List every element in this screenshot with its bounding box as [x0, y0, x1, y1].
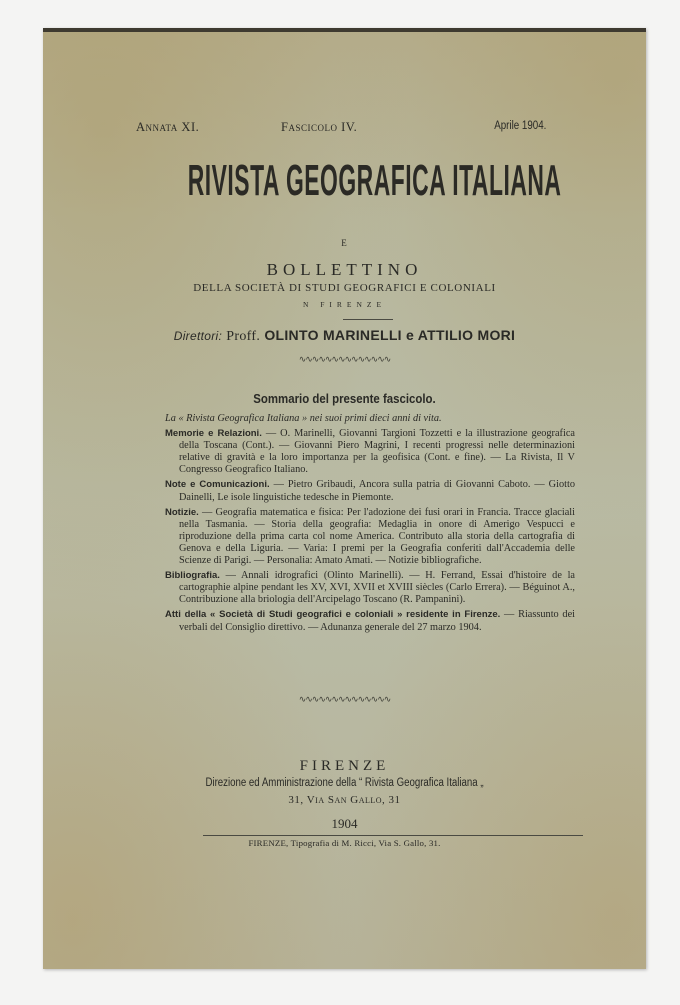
toc-section-text: — Pietro Gribaudi, Ancora sulla patria di Giovanni Caboto. — Giotto Dainelli, Le isole linguistiche tedesche in Piemonte.: [179, 479, 575, 503]
wavy-ornament: ∿∿∿∿∿∿∿∿∿∿∿∿∿∿: [298, 694, 391, 704]
society-name: DELLA SOCIETÀ DI STUDI GEOGRAFICI E COLONIALI: [193, 282, 496, 294]
journal-title: RIVISTA GEOGRAFICA ITALIANA: [187, 156, 562, 205]
toc-section-heading: Memorie e Relazioni.: [165, 428, 262, 440]
toc-section-text: — Riassunto dei verbali del Consiglio direttivo. — Adunanza generale del 27 marzo 1904.: [179, 609, 576, 633]
toc-section: [165, 479, 575, 503]
wavy-ornament: ∿∿∿∿∿∿∿∿∿∿∿∿∿∿: [298, 354, 391, 364]
printer-line: FIRENZE, Tipografia di M. Ricci, Via S. Gallo, 31.: [248, 838, 441, 848]
divider-long: [203, 835, 583, 836]
toc-section-heading: Atti della « Società di Studi geografici e coloniali » residente in Firenze.: [165, 609, 501, 621]
imprint-city: FIRENZE: [299, 758, 390, 774]
imprint-year: 1904: [331, 816, 358, 831]
toc-section-heading: Note e Comunicazioni.: [165, 479, 270, 491]
toc-section-heading: Bibliografia.: [165, 570, 220, 582]
imprint-direction: Direzione ed Amministrazione della “ Rivista Geografica Italiana „: [205, 777, 484, 789]
title-conjunction: E: [341, 238, 348, 248]
society-location: N FIRENZE: [302, 300, 387, 309]
volume-label: Annata XI.: [136, 120, 200, 134]
directors-prefix: Proff.: [226, 329, 261, 344]
toc-intro: La « Rivista Geografica Italiana » nei suoi primi dieci anni di vita.: [165, 413, 442, 424]
directors-names: OLINTO MARINELLI e ATTILIO MORI: [264, 327, 516, 343]
toc-section-text: — Annali idrografici (Olinto Marinelli). — H. Ferrand, Essai d'histoire de la cartographie alpine pendant les XV, XVI, XVII et XVIII siècles (Carlo Errera). — Béguinot A., Contribuzione alla briologia dell'Arcipelago Toscano (R. Pampanini).: [179, 570, 575, 606]
imprint-address: 31, Via San Gallo, 31: [288, 794, 401, 806]
toc-section: [165, 609, 575, 633]
toc-section-heading: Notizie.: [165, 506, 199, 518]
journal-subtitle: BOLLETTINO: [266, 260, 423, 279]
toc-section-text: — Geografia matematica e fisica: Per l'adozione dei fusi orari in Francia. Tracce glaciali nella Tasmania. — Storia della geografia: Medaglia in onore di Amerigo Vespucci e riproduzione della prima carta col nome America. Contributo alla storia della cartografia di Genova e della Liguria. — Varia: I premi per la Geografia conferiti dall'Accademia delle Scienze di Parigi. — Personalia: Amato Amati. — Notizie bibliografiche.: [179, 506, 575, 567]
directors-label: Direttori:: [173, 329, 223, 343]
summary-heading: Sommario del presente fascicolo.: [253, 391, 436, 406]
journal-cover: [43, 28, 646, 969]
divider-short: [343, 319, 393, 320]
issue-number: Fascicolo IV.: [281, 120, 358, 134]
toc-section-text: — O. Marinelli, Giovanni Targioni Tozzetti e la illustrazione geografica della Toscana (Cont.). — Giovanni Piero Magrini, I recenti progressi nelle determinazioni relative di gravità e la loro importanza per la geofisica (Cont. e fine). — La Rivista, Il V Congresso Geografico Italiano.: [179, 428, 575, 476]
toc-section: [165, 570, 575, 606]
toc-section: [165, 428, 575, 476]
table-of-contents: [165, 413, 575, 637]
issue-date: Aprile 1904.: [493, 120, 546, 132]
issue-header: [136, 120, 546, 140]
directors-line: [43, 327, 646, 345]
toc-section: [165, 507, 575, 567]
